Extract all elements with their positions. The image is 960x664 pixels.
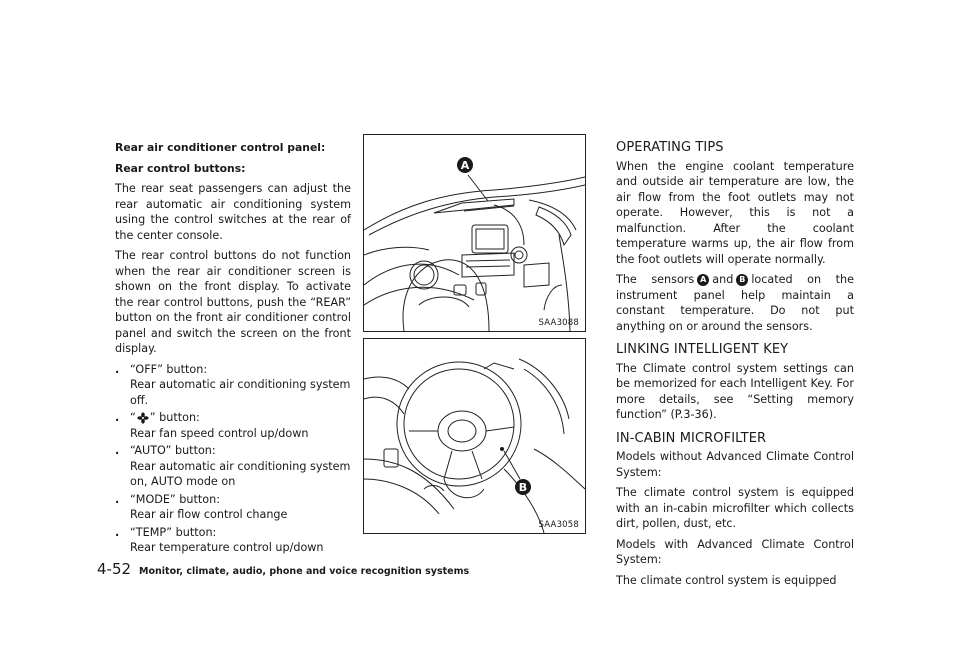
- paragraph-tips-sensors: [616, 272, 854, 334]
- sensor-a-badge: A: [697, 274, 709, 286]
- paragraph-filter-with: Models with Advanced Climate Control System:: [616, 537, 854, 566]
- sensor-b-badge: B: [736, 274, 748, 286]
- heading-rear-panel: Rear air conditioner control panel:: [115, 141, 326, 154]
- paragraph-filter-without: Models without Advanced Climate Control System:: [616, 450, 854, 479]
- heading-rear-buttons: Rear control buttons:: [115, 161, 246, 175]
- figure-code: SAA3088: [538, 318, 579, 328]
- bullet-temp: [115, 525, 351, 541]
- paragraph-filter-desc: The climate control system is equipped with an in-cabin microfilter which collects dirt, pollen, dust, etc.: [616, 486, 854, 530]
- page-number: 4-52: [97, 560, 132, 578]
- sensors-text-b: and: [712, 273, 734, 286]
- dashboard-illustration: [364, 135, 585, 331]
- figure-dashboard-sensor-a: [363, 134, 586, 332]
- paragraph-filter-equipped: The climate control system is equipped: [616, 573, 837, 587]
- paragraph-rear-function: The rear control buttons do not function when the rear air conditioner screen is shown on the front display. To activate the rear control buttons, push the “REAR” button on the front air conditioner control panel and switch the screen on the front display.: [115, 249, 351, 355]
- bullet-icon: .: [115, 362, 120, 376]
- bullet-desc: Rear fan speed control up/down: [130, 426, 309, 440]
- right-column: [616, 140, 854, 593]
- bullet-label-post: ” button:: [149, 411, 200, 424]
- bullet-label: “TEMP” button:: [130, 525, 217, 539]
- heading-operating-tips: OPERATING TIPS: [616, 140, 724, 155]
- paragraph-tips-airflow: When the engine coolant temperature and outside air temperature are low, the air flow from the foot outlets may not operate. However, this is not a malfunction. After the coolant temperature warms up, the air flow from the foot outlets will operate normally.: [616, 159, 854, 266]
- bullet-label: “OFF” button:: [130, 362, 208, 376]
- heading-microfilter: IN-CABIN MICROFILTER: [616, 430, 767, 446]
- bullet-fan: [115, 410, 351, 426]
- paragraph-rear-adjust: The rear seat passengers can adjust the rear automatic air conditioning system using the control switches at the rear of the center console.: [115, 182, 351, 242]
- steering-illustration: [364, 339, 585, 533]
- bullet-icon: .: [115, 444, 120, 457]
- bullet-label: “AUTO” button:: [130, 444, 216, 457]
- bullet-mode: [115, 492, 351, 508]
- bullet-desc: Rear temperature control up/down: [130, 541, 324, 554]
- left-column: [115, 140, 351, 558]
- sensors-text-c: located on the instrument panel help maintain a constant temperature. Do not put anything on or around the sensors.: [616, 273, 854, 333]
- bullet-icon: .: [115, 492, 120, 506]
- bullet-auto: [115, 443, 351, 459]
- heading-linking-key: LINKING INTELLIGENT KEY: [616, 342, 789, 357]
- figure-code: SAA3058: [538, 520, 579, 530]
- callout-a-label: A: [460, 159, 470, 172]
- figure-steering-sensor-b: [363, 338, 586, 534]
- bullet-desc: Rear automatic air conditioning system off.: [130, 378, 351, 407]
- paragraph-linking-key: The Climate control system settings can be memorized for each Intelligent Key. For more details, see “Setting memory function” (P.3-36).: [616, 361, 854, 421]
- bullet-icon: .: [115, 411, 120, 424]
- bullet-desc: Rear air flow control change: [130, 508, 288, 521]
- fan-icon: [137, 412, 149, 424]
- bullet-desc: Rear automatic air conditioning system on, AUTO mode on: [130, 459, 351, 488]
- callout-b-label: B: [518, 481, 528, 494]
- bullet-icon: .: [115, 525, 120, 539]
- bullet-off: [115, 362, 351, 378]
- section-title: Monitor, climate, audio, phone and voice recognition systems: [139, 566, 470, 577]
- bullet-label: “MODE” button:: [130, 492, 220, 506]
- sensors-text-a: The sensors: [616, 273, 695, 286]
- page-footer: [97, 560, 469, 578]
- bullet-label-pre: “: [130, 411, 136, 424]
